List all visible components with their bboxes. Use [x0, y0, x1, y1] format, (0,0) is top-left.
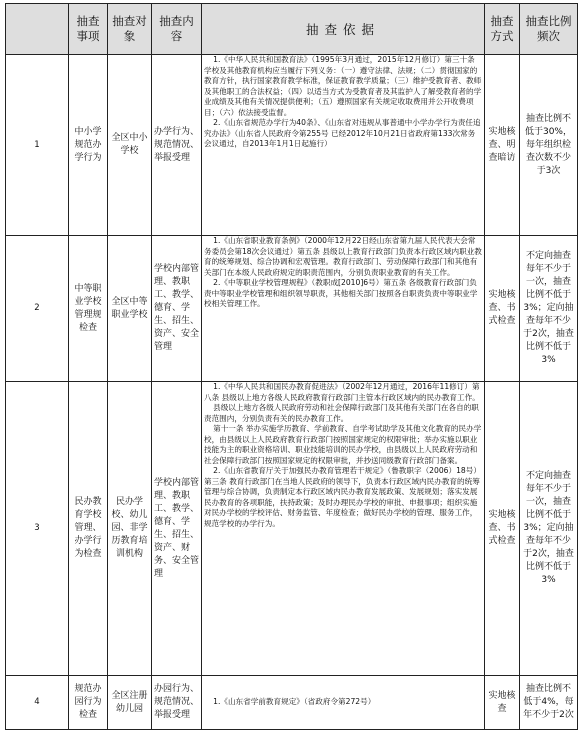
row-basis [202, 236, 485, 382]
row-content: 学校内部管理、教职工、教学、德育、学生、招生、资产、安全管理 [152, 236, 202, 382]
row-method: 实地核查、明查暗访 [485, 55, 520, 236]
row-basis [202, 676, 485, 730]
row-seq: 3 [6, 382, 69, 676]
row-method: 实地核查、书式检查 [485, 382, 520, 676]
header-basis: 抽查依据 [202, 4, 485, 55]
row-basis [202, 55, 485, 236]
row-content: 办园行为、规范情况、举报受理 [152, 676, 202, 730]
row-seq: 2 [6, 236, 69, 382]
header-item: 抽查事项 [69, 4, 108, 55]
basis-paragraph: 2.《山东省规范办学行为40条》、《山东省对违规从事普通中小学办学行为责任追究办法》（山东省人民政府令第255号 已经2012年10月21日省政府第133次常务会议通过，自2013年1月1日起施行） [204, 118, 481, 148]
row-item: 中等职业学校管理规检查 [69, 236, 108, 382]
row-method: 实地核查、书式检查 [485, 236, 520, 382]
row-target: 民办学校、幼儿园、非学历教育培训机构 [108, 382, 152, 676]
row-ratio: 抽查比例不低于4%，每年不少于2次 [520, 676, 578, 730]
row-target: 全区注册幼儿园 [108, 676, 152, 730]
basis-paragraph: 第十一条 举办实施学历教育、学前教育、自学考试助学及其他文化教育的民办学校，由县级以上人民政府教育行政部门按照国家规定的权限审批；举办实施以职业技能为主的职业资格培训、职业技能培训的民办学校，由县级以上人民政府劳动和社会保障行政部门按照国家规定的权限审批，并抄送同级教育行政部门备案。 [204, 424, 482, 465]
header-content: 抽查内容 [152, 4, 202, 55]
inspection-table [5, 3, 578, 730]
row-content: 办学行为、规范情况、举报受理 [152, 55, 202, 236]
header-method: 抽查方式 [485, 4, 520, 55]
basis-paragraph: 1.《中华人民共和国教育法》（1995年3月通过，2015年12月修订）第三十条 学校及其他教育机构应当履行下列义务：（一）遵守法律、法规；（二）贯彻国家的教育方针，执行国家教育教学标准，保证教育教学质量；（三）维护受教育者、教师及其他职工的合法权益；（四）以适当方式为受教育者及其监护人了解受教育者的学业成绩及其他有关情况提供便利；（五）遵照国家有关规定收取费用并公开收费项目；（六）依法接受监督。 [204, 55, 482, 117]
row-target: 全区中小学校 [108, 55, 152, 236]
basis-paragraph: 2.《山东省教育厅关于加强民办教育管理若干规定》（鲁教职字（2006）18号）第三条 教育行政部门在当地人民政府的领导下，负责本行政区域内民办教育的统筹管理与综合协调，负责制定本行政区域内民办教育发展政策、发展规划；落实发展民办教育的各项职能，扶持政策；及时办理民办学校的审批、申报事项；组织实施对民办学校的学校评估、财务监管、年度检查；做好民办学校的管理、服务工作，规范学校的办学行为。 [204, 466, 481, 528]
basis-paragraph: 1.《中华人民共和国民办教育促进法》（2002年12月通过，2016年11修订）第八条 县级以上地方各级人民政府教育行政部门主管本行政区域内的民办教育工作。 [204, 382, 480, 402]
header-target: 抽查对象 [108, 4, 152, 55]
header-seq [6, 4, 69, 55]
row-target: 全区中等职业学校 [108, 236, 152, 382]
table-row [6, 236, 578, 382]
row-method: 实地核查 [485, 676, 520, 730]
row-item: 规范办园行为检查 [69, 676, 108, 730]
row-seq: 1 [6, 55, 69, 236]
header-ratio: 抽查比例频次 [520, 4, 578, 55]
basis-paragraph: 2.《中等职业学校管理规程》（教职成[2010]6号）第五条 各级教育行政部门负责中等职业学校管理和组织领导职责，其他相关部门按照各自职责负责中等职业学校相关管理工作。 [204, 278, 478, 308]
table-row [6, 676, 578, 730]
row-seq: 4 [6, 676, 69, 730]
row-item: 中小学规范办学行为 [69, 55, 108, 236]
row-content: 学校内部管理、教职工、教学、德育、学生、招生、资产、财务、安全管理 [152, 382, 202, 676]
header-row [6, 4, 578, 55]
row-ratio: 不定向抽查每年不少于一次，抽查比例不低于3%；定向抽查每年不少于2次，抽查比例不低于3% [520, 382, 578, 676]
basis-paragraph: 1.《山东省学前教育规定》（省政府令第272号） [213, 697, 376, 707]
table-row [6, 55, 578, 236]
basis-paragraph: 县级以上地方各级人民政府劳动和社会保障行政部门及其他有关部门在各自的职责范围内，分别负责有关的民办教育工作。 [204, 403, 479, 423]
row-ratio: 不定向抽查每年不少于一次，抽查比例不低于3%；定向抽查每年不少于2次，抽查比例不低于3% [520, 236, 578, 382]
row-ratio: 抽查比例不低于30%，每年组织检查次数不少于3次 [520, 55, 578, 236]
basis-paragraph: 1.《山东省职业教育条例》（2000年12月22日经山东省第九届人民代表大会常务委员会第18次会议通过）第五条 县级以上教育行政部门负责本行政区域内职业教育的统筹规划、综合协调和宏观管理。教育行政部门、劳动保障行政部门和其他有关部门在本级人民政府规定的职责范围内，分别负责职业教育的有关工作。 [204, 236, 482, 277]
row-item: 民办教育学校管理、办学行为检查 [69, 382, 108, 676]
table-row [6, 382, 578, 676]
row-basis [202, 382, 485, 676]
